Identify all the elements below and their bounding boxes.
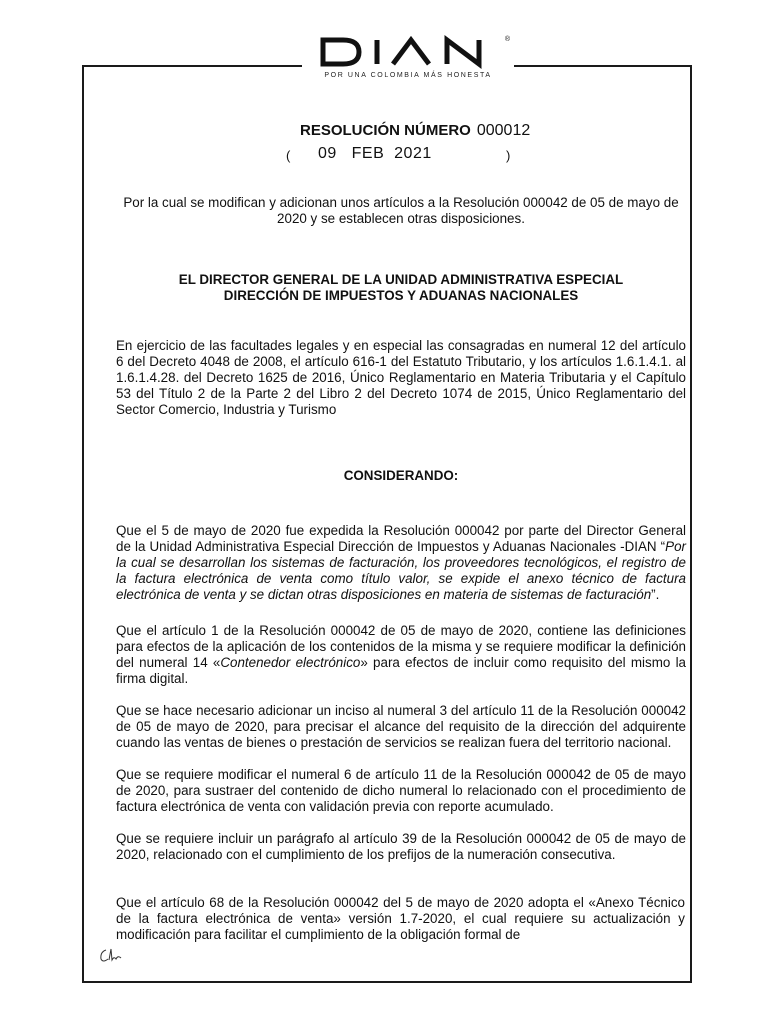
issuer-heading — [116, 272, 686, 304]
considering-heading: CONSIDERANDO: — [343, 468, 459, 483]
date-paren-close: ) — [506, 148, 511, 163]
consideration-2-term: Contenedor electrónico — [220, 655, 361, 670]
legal-powers-paragraph: En ejercicio de las facultades legales y en especial las consagradas en numeral 12 del artículo 6 del Decreto 4048 de 2008, el artículo 616-1 del Estatuto Tributario, y los artículos 1.6.1.4.1. al 1.6.1.4.28. del Decreto 1625 de 2016, Único Reglamentario en Materia Tributaria y el Capítulo 53 del Título 2 de la Parte 2 del Libro 2 del Decreto 1074 de 2015, Único Reglamentario del Sector Comercio, Industria y Turismo — [116, 338, 686, 417]
initials-signature-icon — [98, 946, 124, 966]
resolution-label: RESOLUCIÓN NÚMERO — [300, 122, 471, 139]
issuer-line-2: DIRECCIÓN DE IMPUESTOS Y ADUANAS NACIONALES — [223, 288, 579, 303]
date-value: 09 FEB 2021 — [318, 145, 432, 162]
consideration-4: Que se requiere modificar el numeral 6 de artículo 11 de la Resolución 000042 de 05 de mayo de 2020, para sustraer del contenido de dicho numeral lo relacionado con el procedimiento de factura electrónica de venta con validación previa con reporte acumulado. — [116, 767, 686, 814]
resolution-number: 000012 — [476, 122, 531, 139]
resolution-title — [300, 122, 530, 140]
consideration-3: Que se hace necesario adicionar un inciso al numeral 3 del artículo 11 de la Resolución 000042 de 05 de mayo de 2020, para precisar el alcance del requisito de la dirección del adquirente cuando las ventas de bienes o prestación de servicios se realizan fuera del territorio nacional. — [116, 703, 686, 750]
consideration-2-end: » para efectos de incluir como requisito del mismo la firma digital. — [116, 655, 687, 686]
consideration-2 — [116, 623, 686, 687]
logo-tagline: POR UNA COLOMBIA MÁS HONESTA — [324, 72, 492, 79]
consideration-1 — [116, 523, 686, 603]
document-body — [116, 195, 686, 943]
consideration-6: Que el artículo 68 de la Resolución 000042 del 5 de mayo de 2020 adopta el «Anexo Técnico de la factura electrónica de venta» versión 1.7-2020, el cual requiere su actualización y modificación para facilitar el cumplimiento de la obligación formal de — [116, 895, 685, 942]
registered-mark: ® — [504, 36, 510, 43]
consideration-1-end: ”. — [651, 587, 660, 602]
dian-logo-mark — [313, 34, 503, 70]
dian-logo — [302, 34, 514, 94]
consideration-1-quote: Por la cual se desarrollan los sistemas de facturación, los proveedores tecnológicos, el registro de la factura electrónica de venta como título valor, se expide el anexo técnico de factura electrónica de venta y se dictan otras disposiciones en materia de sistemas de facturación — [116, 539, 686, 602]
date-paren-open: ( — [286, 148, 291, 163]
consideration-5: Que se requiere incluir un parágrafo al artículo 39 de la Resolución 000042 de 05 de mayo de 2020, relacionado con el cumplimiento de los prefijos de la numeración consecutiva. — [116, 831, 686, 862]
consideration-1-text: Que el 5 de mayo de 2020 fue expedida la Resolución 000042 por parte del Director General de la Unidad Administrativa Especial Dirección de Impuestos y Aduanas Nacionales -DIAN “ — [116, 523, 686, 554]
consideration-2-text: Que el artículo 1 de la Resolución 000042 de 05 de mayo de 2020, contiene las definiciones para efectos de la aplicación de los contenidos de la misma y se requiere modificar la definición del numeral 14 « — [116, 623, 686, 670]
consideration-6-wrap — [116, 895, 686, 943]
issuer-line-1: EL DIRECTOR GENERAL DE LA UNIDAD ADMINISTRATIVA ESPECIAL — [178, 272, 624, 287]
resolution-summary: Por la cual se modifican y adicionan unos artículos a la Resolución 000042 de 05 de mayo de 2020 y se establecen otras disposiciones. — [123, 195, 679, 226]
